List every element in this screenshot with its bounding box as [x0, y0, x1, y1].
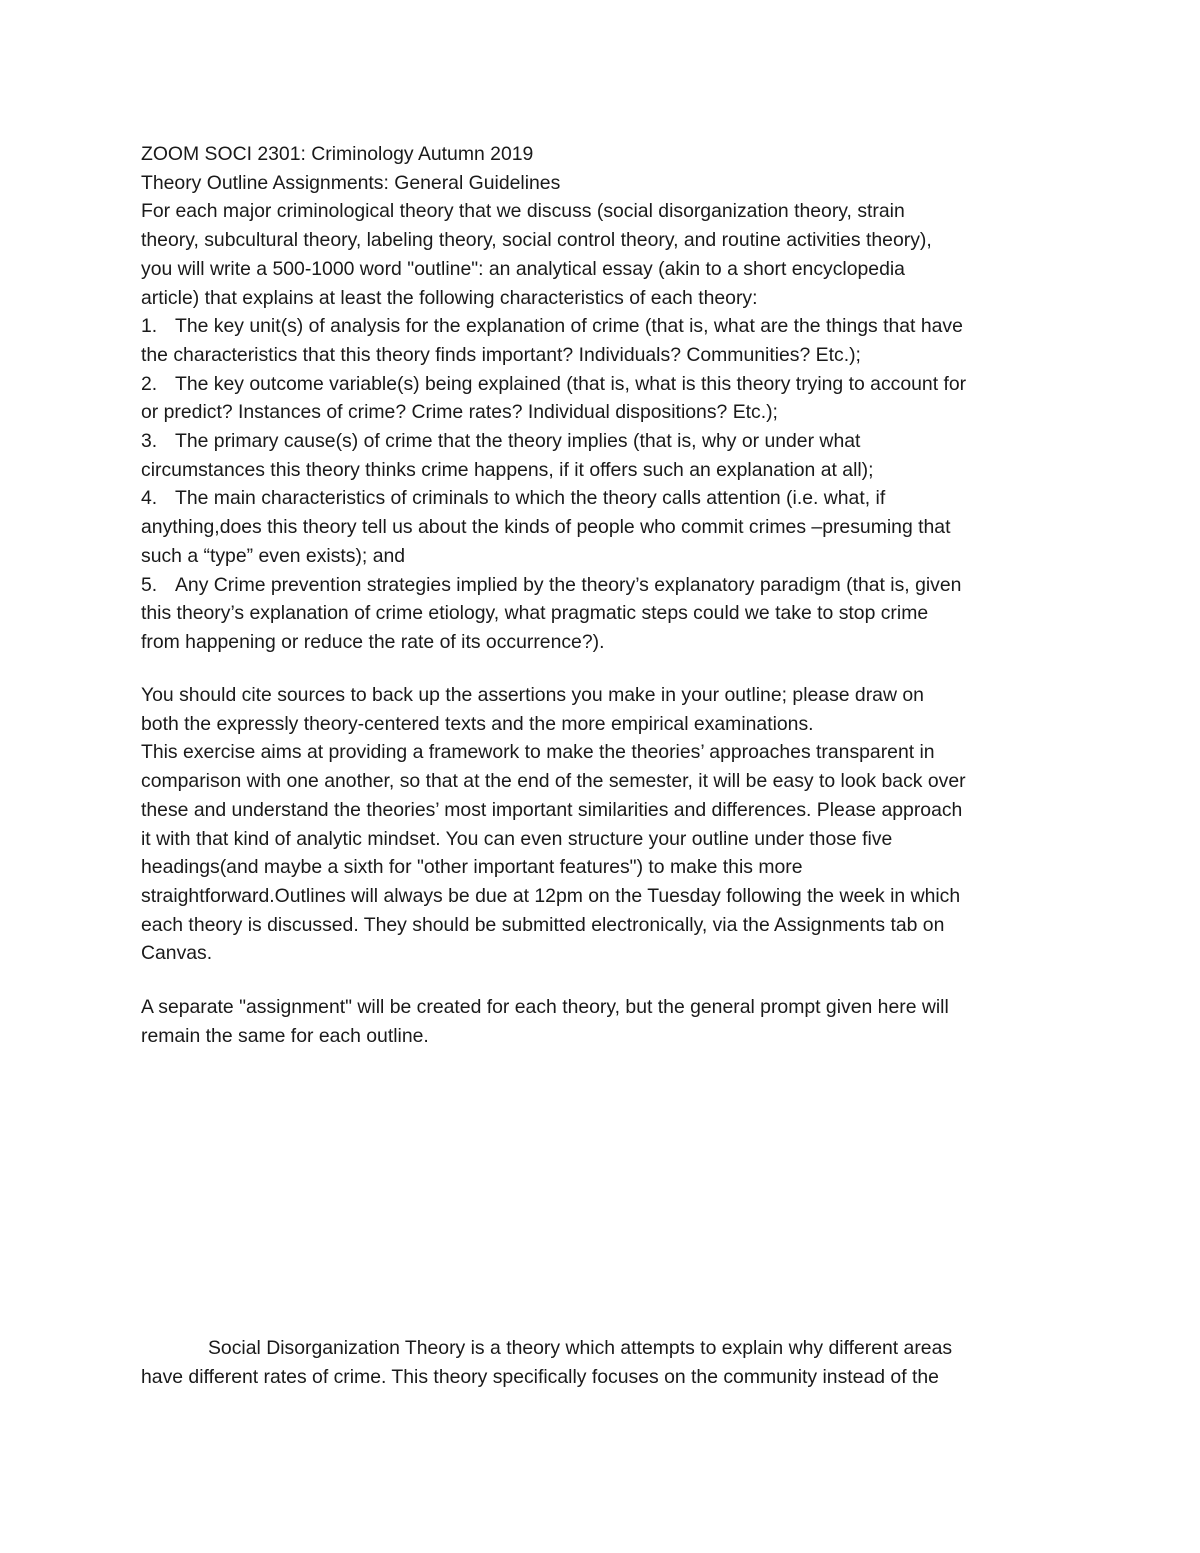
list-item-text: or predict? Instances of crime? Crime rates? Individual dispositions? Etc.); — [141, 401, 778, 424]
intro-line: you will write a 500-1000 word "outline": an analytical essay (akin to a short encyclopedia — [141, 257, 905, 280]
paragraph-line-text: Social Disorganization Theory is a theory which attempts to explain why different areas — [208, 1337, 953, 1359]
paragraph-line: A separate "assignment" will be created for each theory, but the general prompt given here will — [141, 996, 949, 1018]
list-number: 4. — [141, 487, 158, 510]
list-number: 3. — [141, 430, 158, 453]
paragraph-line: straightforward.Outlines will always be due at 12pm on the Tuesday following the week in which — [141, 884, 961, 907]
list-item-text: Any Crime prevention strategies implied by the theory’s explanatory paradigm (that is, given — [175, 573, 962, 596]
list-number: 5. — [141, 573, 158, 596]
intro-line: For each major criminological theory that we discuss (social disorganization theory, strain — [141, 200, 905, 223]
paragraph-line: remain the same for each outline. — [141, 1024, 429, 1047]
paragraph-line: have different rates of crime. This theory specifically focuses on the community instead of the — [141, 1365, 939, 1388]
intro-line: article) that explains at least the following characteristics of each theory: — [141, 286, 758, 309]
paragraph-line: these and understand the theories’ most important similarities and differences. Please approach — [141, 798, 963, 821]
guidelines-section — [141, 140, 1071, 657]
intro-line: theory, subcultural theory, labeling theory, social control theory, and routine activities theory), — [141, 229, 932, 252]
list-item-text: this theory’s explanation of crime etiology, what pragmatic steps could we take to stop crime — [141, 602, 929, 625]
paragraph-line: each theory is discussed. They should be submitted electronically, via the Assignments tab on — [141, 913, 945, 936]
paragraph-line: Canvas. — [141, 942, 213, 965]
list-item-1 — [141, 312, 1071, 341]
list-item-text: circumstances this theory thinks crime happens, if it offers such an explanation at all); — [141, 458, 874, 481]
list-item-text: the characteristics that this theory finds important? Individuals? Communities? Etc.); — [141, 343, 861, 366]
list-item-text: The key unit(s) of analysis for the explanation of crime (that is, what are the things that have — [175, 315, 963, 338]
list-item-3 — [141, 427, 1071, 456]
paragraph-line: headings(and maybe a sixth for "other important features") to make this more — [141, 856, 803, 879]
list-number: 2. — [141, 372, 158, 395]
list-item-text: anything,does this theory tell us about the kinds of people who commit crimes –presuming that — [141, 516, 951, 539]
paragraph-line: both the expressly theory-centered texts and the more empirical examinations. — [141, 712, 814, 735]
list-item-text: such a “type” even exists); and — [141, 544, 406, 567]
list-number: 1. — [141, 315, 158, 338]
paragraph-line: comparison with one another, so that at the end of the semester, it will be easy to look back over — [141, 770, 966, 793]
paragraph-line — [141, 1334, 1071, 1363]
list-item-5 — [141, 571, 1071, 600]
citation-paragraph — [141, 681, 1071, 968]
list-item-4 — [141, 484, 1071, 513]
paragraph-line: This exercise aims at providing a framework to make the theories’ approaches transparent in — [141, 741, 935, 764]
course-heading: ZOOM SOCI 2301: Criminology Autumn 2019 — [141, 143, 534, 165]
separate-assignment-paragraph — [141, 993, 1071, 1050]
list-item-text: The key outcome variable(s) being explained (that is, what is this theory trying to account for — [175, 372, 967, 395]
list-item-text: The primary cause(s) of crime that the theory implies (that is, why or under what — [175, 430, 861, 453]
paragraph-line: You should cite sources to back up the assertions you make in your outline; please draw on — [141, 684, 924, 706]
list-item-2 — [141, 370, 1071, 399]
assignment-heading: Theory Outline Assignments: General Guidelines — [141, 171, 561, 194]
paragraph-line: it with that kind of analytic mindset. You can even structure your outline under those five — [141, 827, 893, 850]
list-item-text: The main characteristics of criminals to which the theory calls attention (i.e. what, if — [175, 487, 886, 510]
list-item-text: from happening or reduce the rate of its occurrence?). — [141, 630, 605, 653]
essay-body-paragraph — [141, 1334, 1071, 1391]
